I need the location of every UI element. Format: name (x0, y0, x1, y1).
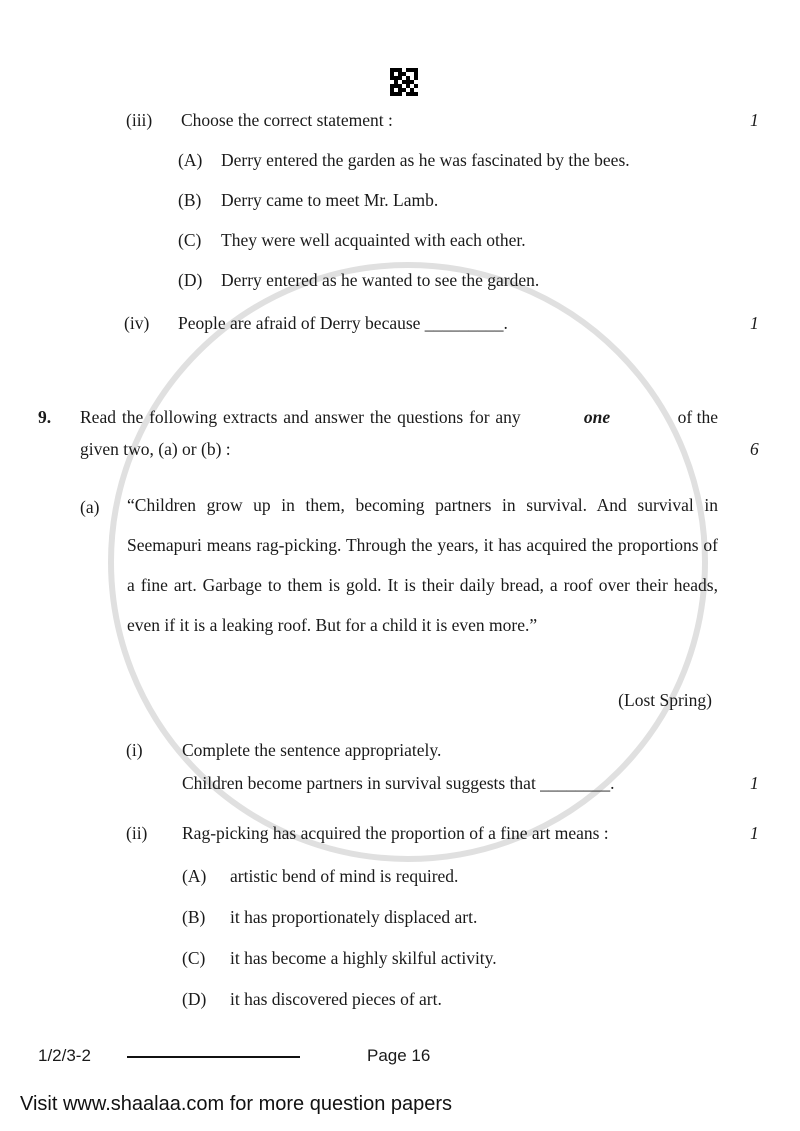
question-text: Choose the correct statement : (181, 110, 393, 130)
option-label: (A) (178, 150, 203, 170)
question-text: People are afraid of Derry because _________. (178, 313, 508, 333)
marks: 1 (750, 823, 759, 843)
page-number: Page 16 (367, 1046, 431, 1065)
paper-code: 1/2/3-2 (38, 1046, 91, 1065)
option-text: artistic bend of mind is required. (230, 866, 459, 886)
question-number: 9. (38, 407, 52, 427)
option-label: (D) (178, 270, 203, 290)
marks: 1 (750, 773, 759, 793)
question-text-part: of the (673, 407, 718, 427)
question-text: Children become partners in survival suggests that ________. (182, 773, 615, 793)
option-text: it has discovered pieces of art. (230, 989, 442, 1009)
question-text (80, 405, 718, 429)
option-text: Derry entered the garden as he was fascinated by the bees. (221, 150, 630, 170)
question-number: (iv) (124, 313, 150, 333)
extract-source: (Lost Spring) (618, 690, 712, 710)
visit-link-text: Visit www.shaalaa.com for more question papers (20, 1093, 453, 1115)
question-text-part: Read the following extracts and answer the questions for any (80, 407, 521, 427)
question-number: (i) (126, 740, 143, 760)
question-number: (ii) (126, 823, 148, 843)
option-text: it has become a highly skilful activity. (230, 948, 497, 968)
question-number: (iii) (126, 110, 153, 130)
option-text: it has proportionately displaced art. (230, 907, 478, 927)
option-label: (C) (178, 230, 202, 250)
qr-code-icon (390, 68, 418, 96)
extract-paragraph: “Children grow up in them, becoming partners in survival. And survival in Seemapuri means rag-picking. Through the years, it has acquired the proportions of a fine art. Garbage to them is gold. It is their daily bread, a roof over their heads, even if it is a leaking roof. But for a child it is even more.” (127, 495, 718, 635)
option-text: Derry came to meet Mr. Lamb. (221, 190, 439, 210)
option-text: They were well acquainted with each other. (221, 230, 526, 250)
option-label: (A) (182, 866, 207, 886)
marks: 1 (750, 313, 759, 333)
question-text-line2: given two, (a) or (b) : (80, 439, 231, 459)
option-label: (C) (182, 948, 206, 968)
option-label: (D) (182, 989, 207, 1009)
question-emphasis: one (583, 407, 611, 427)
option-label: (B) (178, 190, 202, 210)
subquestion-label: (a) (80, 497, 100, 517)
option-label: (B) (182, 907, 206, 927)
marks: 6 (750, 439, 759, 459)
marks: 1 (750, 110, 759, 130)
option-text: Derry entered as he wanted to see the garden. (221, 270, 540, 290)
footer-divider (127, 1056, 300, 1058)
question-text: Complete the sentence appropriately. (182, 740, 442, 760)
question-text: Rag-picking has acquired the proportion of a fine art means : (182, 823, 609, 843)
